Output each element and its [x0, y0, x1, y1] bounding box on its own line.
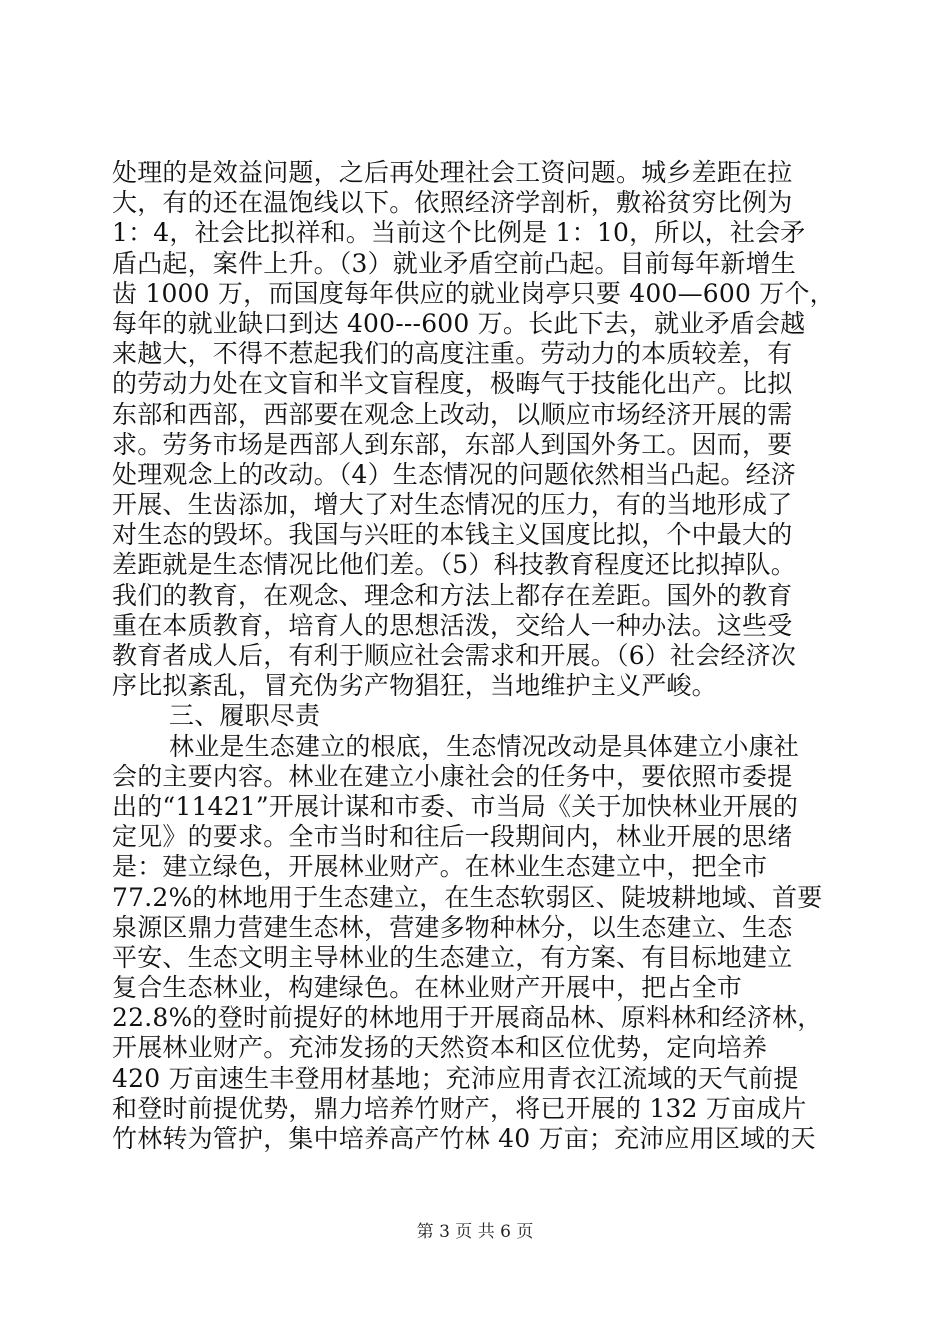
text-line: 每年的就业缺口到达 400---600 万。长此下去，就业矛盾会越 [112, 308, 806, 338]
text-line: 和登时前提优势，鼎力培养竹财产，将已开展的 132 万亩成片 [112, 1093, 807, 1123]
text-line: 420 万亩速生丰登用材基地；充沛应用青衣江流域的天气前提 [112, 1063, 799, 1093]
text-line: 东部和西部，西部要在观念上改动，以顺应市场经济开展的需 [112, 399, 793, 429]
text-line: 泉源区鼎力营建生态林，营建多物种林分，以生态建立、生态 [112, 912, 793, 942]
text-line: 序比拟紊乱，冒充伪劣产物猖狂，当地维护主义严峻。 [112, 671, 717, 701]
text-line: 重在本质教育，培育人的思想活泼，交给人一种办法。这些受 [112, 610, 793, 640]
text-line: 开展林业财产。充沛发扬的天然资本和区位优势，定向培养 [112, 1033, 768, 1063]
text-line: 林业是生态建立的根底，生态情况改动是具体建立小康社 [169, 731, 800, 761]
text-line: 1：4，社会比拟祥和。当前这个比例是 1：10，所以，社会矛 [112, 218, 806, 248]
text-line: 大，有的还在温饱线以下。依照经济学剖析，敷裕贫穷比例为 [112, 188, 793, 218]
text-line: 是：建立绿色，开展林业财产。在林业生态建立中，把全市 [112, 852, 768, 882]
section-heading: 三、履职尽责 [169, 701, 321, 731]
text-line: 求。劳务市场是西部人到东部，东部人到国外务工。因而，要 [112, 429, 793, 459]
text-line: 处理的是效益问题，之后再处理社会工资问题。城乡差距在拉 [112, 158, 793, 187]
document-body [112, 158, 842, 1154]
text-line: 对生态的毁坏。我国与兴旺的本钱主义国度比拟，个中最大的 [112, 520, 793, 550]
text-line: 处理观念上的改动。（4）生态情况的问题依然相当凸起。经济 [112, 459, 797, 489]
text-line: 来越大，不得不惹起我们的高度注重。劳动力的本质较差，有 [112, 339, 793, 369]
text-line: 差距就是生态情况比他们差。（5）科技教育程度还比拟掉队。 [112, 550, 797, 580]
text-line: 出的“11421”开展计谋和市委、市当局《关于加快林业开展的 [112, 791, 799, 821]
text-line: 定见》的要求。全市当时和往后一段期间内，林业开展的思绪 [112, 822, 793, 852]
text-line: 教育者成人后，有利于顺应社会需求和开展。（6）社会经济次 [112, 641, 797, 670]
page-number-footer: 第 3 页 共 6 页 [416, 1222, 534, 1242]
text-line: 我们的教育，在观念、理念和方法上都存在差距。国外的教育 [112, 580, 793, 610]
text-line: 竹林转为管护，集中培养高产竹林 40 万亩；充沛应用区域的天 [112, 1124, 816, 1153]
text-line: 会的主要内容。林业在建立小康社会的任务中，要依照市委提 [112, 761, 793, 791]
text-line: 平安、生态文明主导林业的生态建立，有方案、有目标地建立 [112, 942, 793, 972]
text-line: 22.8%的登时前提好的林地用于开展商品林、原料林和经济林， [112, 1003, 823, 1033]
text-line: 复合生态林业，构建绿色。在林业财产开展中，把占全市 [112, 973, 743, 1003]
text-line: 盾凸起，案件上升。（3）就业矛盾空前凸起。目前每年新增生 [112, 248, 797, 278]
text-line: 的劳动力处在文盲和半文盲程度，极晦气于技能化出产。比拟 [112, 369, 793, 399]
text-line: 77.2%的林地用于生态建立，在生态软弱区、陡坡耕地域、首要 [112, 882, 823, 912]
text-line: 开展、生齿添加，增大了对生态情况的压力，有的当地形成了 [112, 490, 793, 520]
text-line: 齿 1000 万，而国度每年供应的就业岗亭只要 400—600 万个， [112, 278, 835, 308]
